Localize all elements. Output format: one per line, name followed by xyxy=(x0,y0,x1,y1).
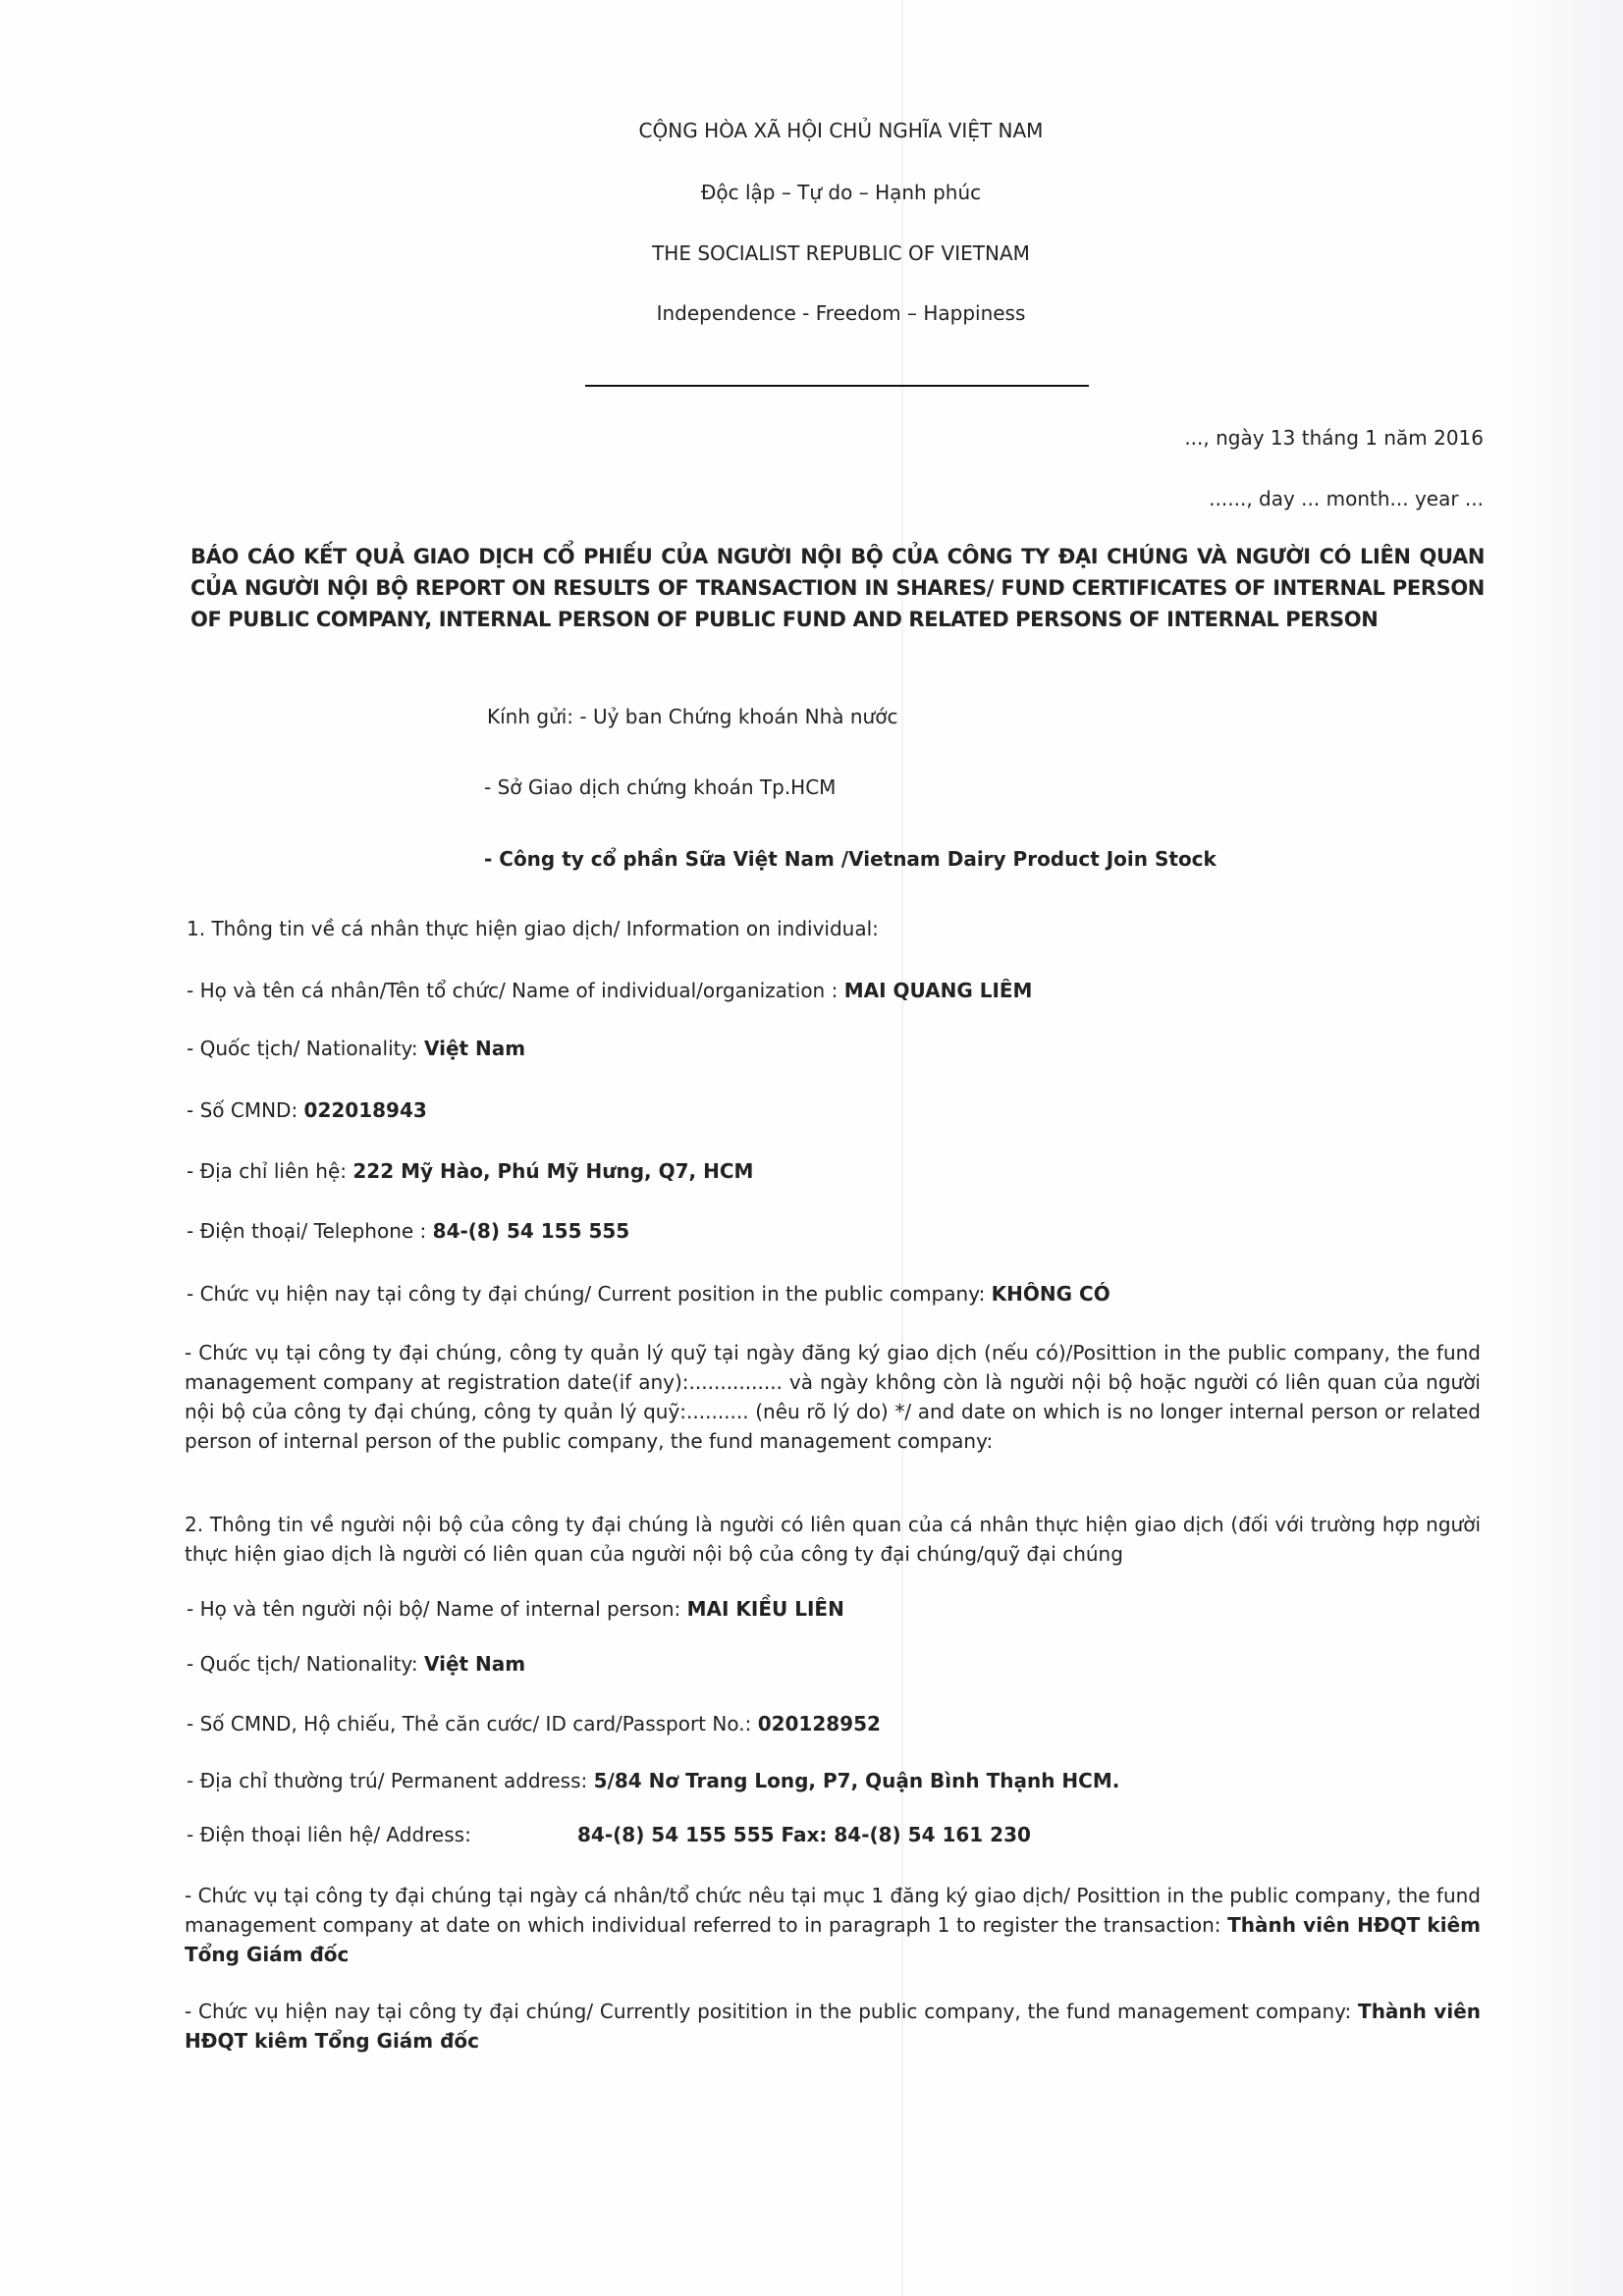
country-en: THE SOCIALIST REPUBLIC OF VIETNAM xyxy=(652,241,1030,265)
value: 222 Mỹ Hào, Phú Mỹ Hưng, Q7, HCM xyxy=(352,1159,754,1183)
s1-nationality xyxy=(187,1037,525,1060)
motto-en: Independence - Freedom – Happiness xyxy=(656,301,1026,325)
recipient-1: Kính gửi: - Uỷ ban Chứng khoán Nhà nước xyxy=(487,705,898,728)
label: - Điện thoại liên hệ/ Address: xyxy=(187,1823,471,1846)
value: Thành viên HĐQT kiêm Tổng Giám đốc xyxy=(185,1913,1481,1966)
scan-edge xyxy=(1495,0,1623,2296)
s1-name xyxy=(187,979,1032,1002)
s1-id xyxy=(187,1098,427,1122)
section2-heading: 2. Thông tin về người nội bộ của công ty đại chúng là người có liên quan của cá nhân thực hiện giao dịch (đối với trường hợp người thực hiện giao dịch là người có liên quan của người nội bộ của công ty đại chúng/quỹ đại chúng xyxy=(185,1513,1481,1566)
s2-position-registration xyxy=(185,1881,1481,1969)
value: MAI QUANG LIÊM xyxy=(843,979,1033,1002)
label: - Địa chỉ liên hệ: xyxy=(187,1159,353,1183)
label: - Điện thoại/ Telephone : xyxy=(187,1219,433,1243)
s1-address xyxy=(187,1159,753,1183)
s2-phone xyxy=(187,1823,1031,1846)
value: MAI KIỀU LIÊN xyxy=(686,1597,844,1621)
value: 020128952 xyxy=(757,1712,881,1735)
report-title: BÁO CÁO KẾT QUẢ GIAO DỊCH CỔ PHIẾU CỦA NGƯỜI NỘI BỘ CỦA CÔNG TY ĐẠI CHÚNG VÀ NGƯỜI CÓ LIÊN QUAN CỦA NGƯỜI NỘI BỘ REPORT ON RESULTS OF TRANSACTION IN SHARES/ FUND CERTIFICATES OF INTERNAL PERSON OF PUBLIC COMPANY, INTERNAL PERSON OF PUBLIC FUND AND RELATED PERSONS OF INTERNAL PERSON xyxy=(190,545,1485,631)
s1-phone xyxy=(187,1219,629,1243)
label: - Chức vụ tại công ty đại chúng tại ngày cá nhân/tổ chức nêu tại mục 1 đăng ký giao dịch/ Posittion in the public company, the fund management company at date on which individual referred to in paragraph 1 to register the transaction: xyxy=(185,1884,1481,1937)
s2-name xyxy=(187,1597,844,1621)
value: Việt Nam xyxy=(423,1037,526,1060)
s2-position-current xyxy=(185,1997,1481,2056)
value: 84-(8) 54 155 555 xyxy=(432,1219,630,1243)
recipient-2: - Sở Giao dịch chứng khoán Tp.HCM xyxy=(484,775,837,799)
label: - Quốc tịch/ Nationality: xyxy=(187,1652,424,1676)
value: 84-(8) 54 155 555 Fax: 84-(8) 54 161 230 xyxy=(577,1823,1031,1846)
label: - Số CMND, Hộ chiếu, Thẻ căn cước/ ID card/Passport No.: xyxy=(187,1712,758,1735)
s2-id xyxy=(187,1712,881,1735)
value: Thành viên HĐQT kiêm Tổng Giám đốc xyxy=(185,2000,1481,2053)
value: 022018943 xyxy=(303,1098,427,1122)
date-en: ......, day ... month... year ... xyxy=(1209,487,1484,510)
header-rule xyxy=(585,385,1089,387)
motto-vi: Độc lập – Tự do – Hạnh phúc xyxy=(700,181,982,204)
s1-position xyxy=(187,1282,1110,1306)
label: - Họ và tên người nội bộ/ Name of internal person: xyxy=(187,1597,687,1621)
label: - Địa chỉ thường trú/ Permanent address: xyxy=(187,1769,594,1792)
s2-nationality xyxy=(187,1652,525,1676)
s1-position-registration: - Chức vụ tại công ty đại chúng, công ty quản lý quỹ tại ngày đăng ký giao dịch (nếu có)/Posittion in the public company, the fund management company at registration date(if any):............... và ngày không còn là người nội bộ hoặc người có liên quan của người nội bộ của công ty đại chúng, công ty quản lý quỹ:.......... (nêu rõ lý do) */ and date on which is no longer internal person or related person of internal person of the public company, the fund management company: xyxy=(185,1341,1481,1453)
date-vi: ..., ngày 13 tháng 1 năm 2016 xyxy=(1184,426,1484,450)
label: - Chức vụ hiện nay tại công ty đại chúng/ Currently positition in the public company, the fund management company: xyxy=(185,2000,1359,2023)
country-vi: CỘNG HÒA XÃ HỘI CHỦ NGHĨA VIỆT NAM xyxy=(638,119,1044,142)
section1-heading: 1. Thông tin về cá nhân thực hiện giao dịch/ Information on individual: xyxy=(187,917,879,940)
value: Việt Nam xyxy=(423,1652,526,1676)
label: - Chức vụ hiện nay tại công ty đại chúng/ Current position in the public company: xyxy=(187,1282,992,1306)
label: - Số CMND: xyxy=(187,1098,304,1122)
label: - Quốc tịch/ Nationality: xyxy=(187,1037,424,1060)
label: - Họ và tên cá nhân/Tên tổ chức/ Name of individual/organization : xyxy=(187,979,844,1002)
value: 5/84 Nơ Trang Long, P7, Quận Bình Thạnh HCM. xyxy=(593,1769,1120,1792)
s2-address xyxy=(187,1769,1119,1792)
recipient-3: - Công ty cổ phần Sữa Việt Nam /Vietnam Dairy Product Join Stock xyxy=(484,847,1217,871)
value: KHÔNG CÓ xyxy=(991,1282,1110,1306)
